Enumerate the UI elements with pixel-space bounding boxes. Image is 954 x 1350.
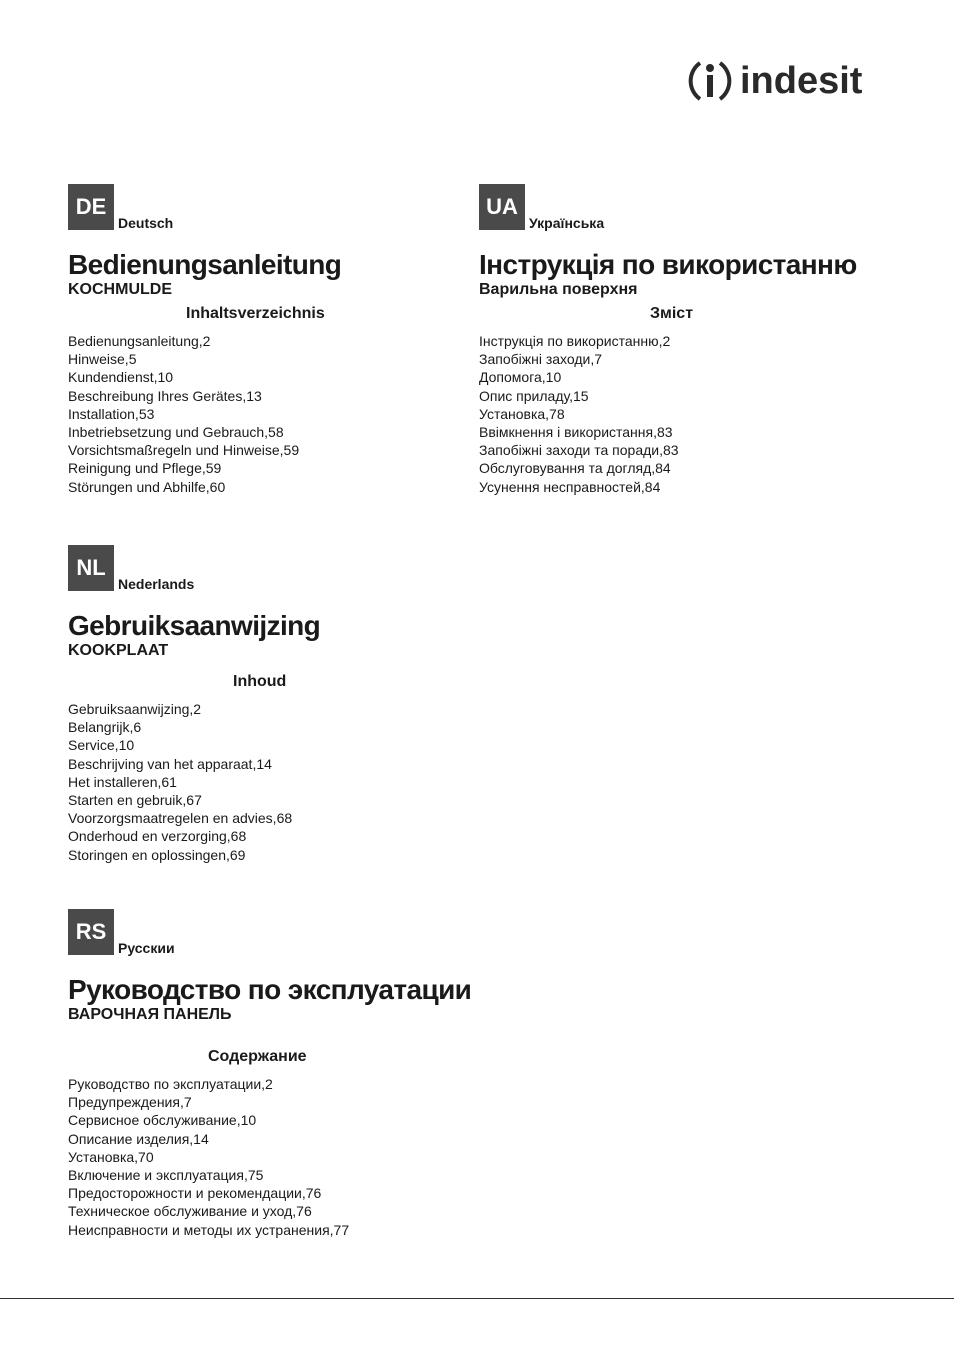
section-rs bbox=[68, 909, 488, 1238]
table-of-contents bbox=[479, 332, 679, 496]
toc-item: Предупреждения,7 bbox=[68, 1094, 192, 1111]
toc-item: Voorzorgsmaatregelen en advies,68 bbox=[68, 810, 293, 827]
toc-item: Допомога,10 bbox=[479, 369, 562, 386]
product-subtitle: Варильна поверхня bbox=[479, 281, 638, 298]
indesit-logo bbox=[684, 55, 870, 107]
manual-title: Руководство по эксплуатации bbox=[68, 974, 472, 1005]
toc-heading: Содержание bbox=[208, 1048, 307, 1065]
toc-item: Onderhoud en verzorging,68 bbox=[68, 828, 247, 845]
toc-item: Störungen und Abhilfe,60 bbox=[68, 478, 226, 495]
indesit-logo-mark bbox=[684, 55, 736, 107]
toc-item: Запобіжні заходи,7 bbox=[479, 351, 603, 368]
manual-title: Gebruiksaanwijzing bbox=[68, 610, 321, 641]
toc-item: Kundendienst,10 bbox=[68, 369, 174, 386]
language-name: Українська bbox=[529, 215, 605, 231]
toc-item: Опис приладу,15 bbox=[479, 387, 589, 404]
toc-item: Beschrijving van het apparaat,14 bbox=[68, 755, 272, 772]
section-ua bbox=[479, 184, 899, 495]
language-name: Nederlands bbox=[118, 576, 195, 592]
toc-heading: Зміст bbox=[650, 305, 694, 322]
language-code-badge: RS bbox=[68, 909, 114, 955]
brand-name: indesit bbox=[740, 60, 863, 102]
toc-item: Storingen en oplossingen,69 bbox=[68, 846, 246, 863]
manual-title: Інструкція по використанню bbox=[479, 249, 857, 280]
toc-item: Руководство по эксплуатации,2 bbox=[68, 1076, 273, 1092]
toc-item: Gebruiksaanwijzing,2 bbox=[68, 701, 202, 717]
toc-item: Установка,78 bbox=[479, 405, 565, 422]
toc-item: Обслуговування та догляд,84 bbox=[479, 460, 671, 477]
toc-item: Beschreibung Ihres Gerätes,13 bbox=[68, 387, 262, 404]
toc-item: Включение и эксплуатация,75 bbox=[68, 1167, 264, 1184]
product-subtitle: KOOKPLAAT bbox=[68, 642, 169, 659]
table-of-contents bbox=[68, 1075, 349, 1239]
language-header bbox=[479, 184, 899, 232]
product-subtitle: KOCHMULDE bbox=[68, 281, 172, 298]
toc-item: Запобіжні заходи та поради,83 bbox=[479, 442, 679, 459]
bottom-divider bbox=[0, 1298, 954, 1299]
toc-heading: Inhaltsverzeichnis bbox=[186, 305, 325, 322]
language-header bbox=[68, 909, 488, 957]
language-name: Deutsch bbox=[118, 215, 174, 231]
toc-item: Ввімкнення і використання,83 bbox=[479, 424, 673, 441]
toc-item: Техническое обслуживание и уход,76 bbox=[68, 1203, 312, 1220]
toc-item: Vorsichtsmaßregeln und Hinweise,59 bbox=[68, 442, 300, 459]
section-nl bbox=[68, 545, 468, 863]
toc-item: Inbetriebsetzung und Gebrauch,58 bbox=[68, 424, 284, 441]
section-de bbox=[68, 184, 468, 495]
language-code-badge: DE bbox=[68, 184, 114, 230]
toc-item: Усунення несправностей,84 bbox=[479, 478, 661, 495]
table-of-contents bbox=[68, 332, 299, 496]
toc-item: Сервисное обслуживание,10 bbox=[68, 1112, 257, 1129]
toc-item: Reinigung und Pflege,59 bbox=[68, 460, 222, 477]
manual-title: Bedienungsanleitung bbox=[68, 249, 342, 280]
language-header bbox=[68, 545, 468, 593]
language-code-badge: UA bbox=[479, 184, 525, 230]
toc-item: Installation,53 bbox=[68, 405, 155, 422]
toc-item: Інструкція по використанню,2 bbox=[479, 333, 671, 349]
toc-item: Неисправности и методы их устранения,77 bbox=[68, 1221, 350, 1238]
product-subtitle: ВАРОЧНАЯ ПАНЕЛЬ bbox=[68, 1006, 232, 1023]
toc-item: Предосторожности и рекомендации,76 bbox=[68, 1185, 322, 1202]
toc-item: Belangrijk,6 bbox=[68, 719, 142, 736]
toc-item: Starten en gebruik,67 bbox=[68, 792, 202, 809]
toc-item: Hinweise,5 bbox=[68, 351, 137, 368]
toc-item: Het installeren,61 bbox=[68, 773, 177, 790]
toc-item: Service,10 bbox=[68, 737, 135, 754]
toc-item: Установка,70 bbox=[68, 1148, 154, 1165]
toc-heading: Inhoud bbox=[233, 673, 287, 690]
language-code-badge: NL bbox=[68, 545, 114, 591]
toc-item: Описание изделия,14 bbox=[68, 1130, 209, 1147]
language-header bbox=[68, 184, 468, 232]
table-of-contents bbox=[68, 700, 292, 864]
language-name: Русскии bbox=[118, 940, 175, 956]
toc-item: Bedienungsanleitung,2 bbox=[68, 333, 211, 349]
